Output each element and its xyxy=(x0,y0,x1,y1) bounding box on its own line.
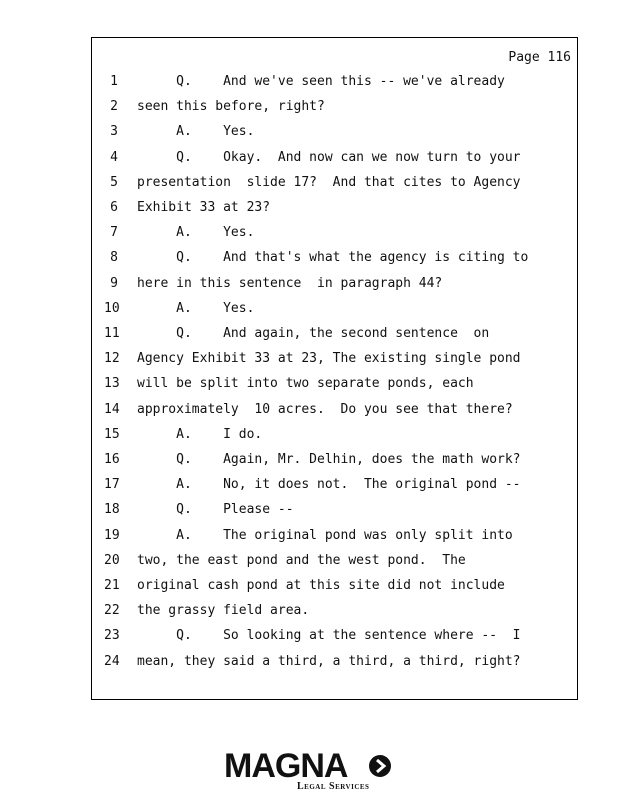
line-number: 21 xyxy=(104,578,120,593)
transcript-line xyxy=(92,376,577,394)
line-number: 3 xyxy=(110,124,118,140)
transcript-line xyxy=(92,175,577,193)
line-number: 1 xyxy=(110,74,118,89)
transcript-line xyxy=(92,402,577,420)
line-text: Q. And that's what the agency is citing to xyxy=(137,250,529,266)
line-number: 2 xyxy=(110,99,118,115)
transcript-line xyxy=(92,351,577,369)
line-text: will be split into two separate ponds, each xyxy=(137,376,474,392)
transcript-line xyxy=(92,225,577,243)
logo-wordmark: MAGNA xyxy=(224,747,348,785)
transcript-line xyxy=(92,553,577,571)
line-text: A. Yes. xyxy=(137,300,255,316)
line-text: seen this before, right? xyxy=(137,99,325,115)
line-text: A. No, it does not. The original pond -- xyxy=(137,477,521,493)
line-number: 16 xyxy=(104,452,120,467)
line-text: Q. Please -- xyxy=(137,502,294,518)
line-text: Q. And again, the second sentence on xyxy=(137,326,490,341)
line-number: 4 xyxy=(110,149,118,165)
transcript-line xyxy=(92,628,577,646)
transcript-line xyxy=(92,578,577,596)
magna-logo xyxy=(224,748,394,792)
line-number: 10 xyxy=(104,300,120,316)
transcript-line xyxy=(92,74,577,92)
line-number: 22 xyxy=(104,603,120,619)
line-text: A. I do. xyxy=(137,426,263,442)
line-text: two, the east pond and the west pond. The xyxy=(137,552,466,568)
transcript-line xyxy=(92,250,577,268)
line-number: 9 xyxy=(110,275,118,291)
transcript-line xyxy=(92,528,577,546)
line-text: A. Yes. xyxy=(137,124,255,140)
line-text: A. Yes. xyxy=(137,225,255,241)
transcript-line xyxy=(92,99,577,117)
transcript-page xyxy=(91,37,578,700)
line-number: 17 xyxy=(104,477,120,493)
line-number: 19 xyxy=(104,527,120,543)
line-number: 18 xyxy=(104,502,120,518)
transcript-line xyxy=(92,200,577,218)
line-number: 11 xyxy=(104,326,120,341)
line-number: 7 xyxy=(110,225,118,241)
line-text: mean, they said a third, a third, a third, right? xyxy=(137,653,521,669)
line-text: Q. Okay. And now can we now turn to your xyxy=(137,149,521,165)
transcript-line xyxy=(92,477,577,495)
line-number: 14 xyxy=(104,401,120,417)
logo-arrow-icon xyxy=(369,755,391,777)
line-text: Q. And we've seen this -- we've already xyxy=(137,74,505,89)
line-number: 8 xyxy=(110,250,118,266)
line-text: presentation slide 17? And that cites to Agency xyxy=(137,174,521,190)
transcript-line xyxy=(92,452,577,470)
page-number: Page 116 xyxy=(508,50,571,65)
line-number: 13 xyxy=(104,376,120,392)
logo-subtitle: Legal Services xyxy=(297,781,370,792)
transcript-line xyxy=(92,301,577,319)
line-text: Q. So looking at the sentence where -- I xyxy=(137,628,521,644)
transcript-line xyxy=(92,326,577,344)
transcript-line xyxy=(92,124,577,142)
transcript-line xyxy=(92,502,577,520)
transcript-line xyxy=(92,276,577,294)
transcript-line xyxy=(92,150,577,168)
line-number: 12 xyxy=(104,351,120,367)
line-text: approximately 10 acres. Do you see that there? xyxy=(137,401,513,417)
transcript-line xyxy=(92,603,577,621)
line-text: Exhibit 33 at 23? xyxy=(137,200,271,215)
transcript-line xyxy=(92,427,577,445)
line-number: 24 xyxy=(104,653,120,669)
line-number: 23 xyxy=(104,628,120,644)
line-text: here in this sentence in paragraph 44? xyxy=(137,275,443,291)
line-text: original cash pond at this site did not include xyxy=(137,578,505,593)
line-number: 6 xyxy=(110,200,118,215)
line-number: 15 xyxy=(104,426,120,442)
line-text: Agency Exhibit 33 at 23, The existing single pond xyxy=(137,351,521,367)
line-number: 20 xyxy=(104,552,120,568)
line-number: 5 xyxy=(110,174,118,190)
line-text: Q. Again, Mr. Delhin, does the math work? xyxy=(137,452,521,467)
line-text: A. The original pond was only split into xyxy=(137,527,513,543)
transcript-line xyxy=(92,654,577,672)
line-text: the grassy field area. xyxy=(137,603,310,619)
